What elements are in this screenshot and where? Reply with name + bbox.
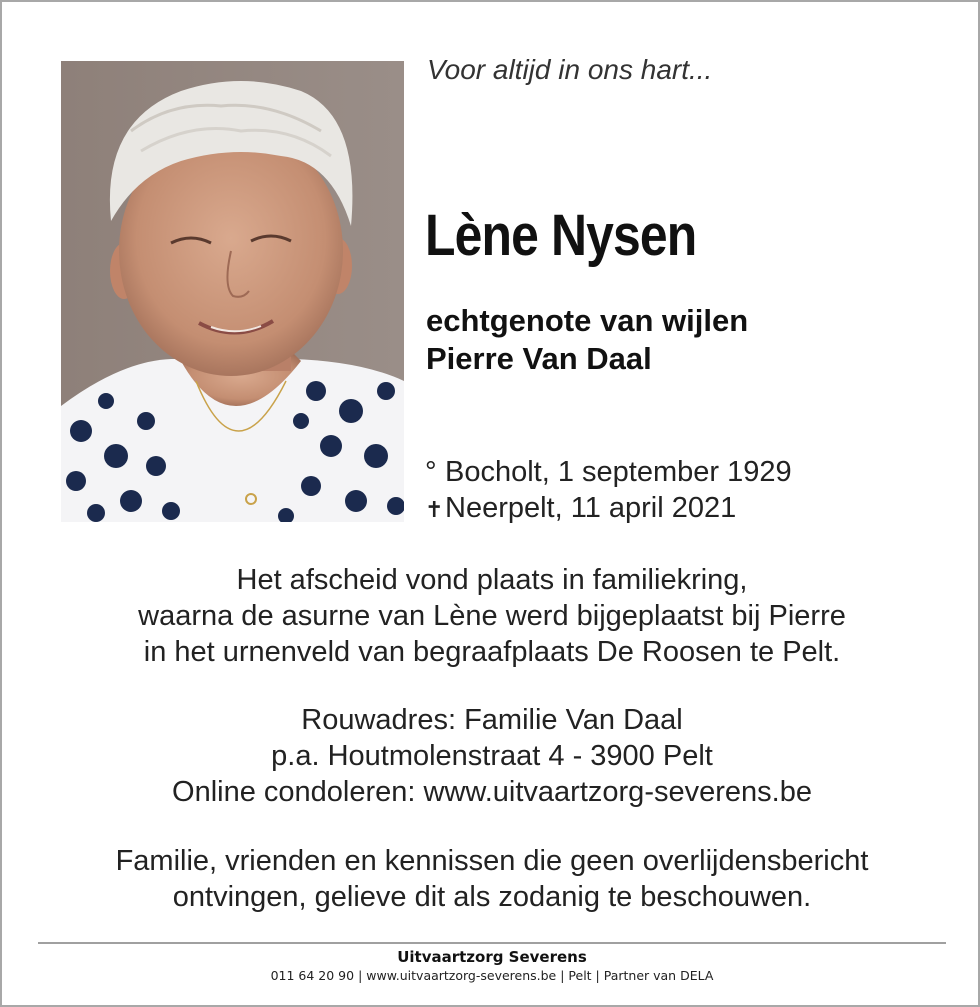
contact-line: Rouwadres: Familie Van Daal <box>301 704 683 736</box>
farewell-text <box>2 562 980 670</box>
notice-line: Familie, vrienden en kennissen die geen overlijdensbericht <box>115 845 869 877</box>
birth-symbol-icon: ° <box>425 456 437 488</box>
contact-text <box>2 702 980 810</box>
farewell-line: waarna de asurne van Lène werd bijgeplaatst bij Pierre <box>138 600 846 632</box>
life-dates <box>425 454 792 528</box>
notice-line: ontvingen, gelieve dit als zodanig te beschouwen. <box>172 881 812 913</box>
funeral-company-name: Uitvaartzorg Severens <box>397 948 587 966</box>
funeral-company-info: 011 64 20 90 | www.uitvaartzorg-severens.be | Pelt | Partner van DELA <box>270 968 714 983</box>
cross-icon: ✝ <box>425 497 444 522</box>
birth-text: Bocholt, 1 september 1929 <box>445 456 792 488</box>
farewell-line: Het afscheid vond plaats in familiekring, <box>236 564 748 596</box>
farewell-line: in het urnenveld van begraafplaats De Roosen te Pelt. <box>143 636 841 668</box>
birth-line <box>425 454 792 490</box>
contact-line: p.a. Houtmolenstraat 4 - 3900 Pelt <box>271 740 713 772</box>
portrait-photo <box>61 61 404 522</box>
tribute-quote: Voor altijd in ons hart... <box>427 54 713 85</box>
footer-divider <box>38 942 946 944</box>
spouse-relation <box>426 302 748 378</box>
relation-line: echtgenote van wijlen <box>426 303 749 338</box>
deceased-name: Lène Nysen <box>425 203 697 268</box>
contact-line: Online condoleren: www.uitvaartzorg-severens.be <box>172 776 812 808</box>
spouse-name: Pierre Van Daal <box>426 341 652 376</box>
death-line <box>425 490 792 528</box>
death-text: Neerpelt, 11 april 2021 <box>445 492 737 524</box>
notice-text <box>2 843 980 915</box>
